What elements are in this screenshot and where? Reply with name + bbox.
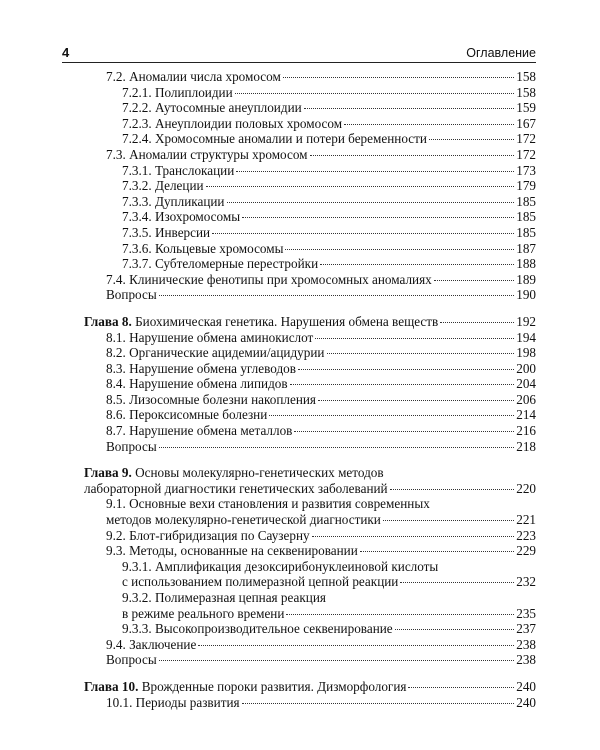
page-ref: 188: [516, 256, 536, 272]
page-ref: 189: [516, 271, 536, 287]
chapter-heading[interactable]: [62, 465, 536, 481]
page-ref: 238: [516, 652, 536, 668]
table-of-contents: [62, 69, 536, 710]
page-ref: 173: [516, 162, 536, 178]
leader-dots: [242, 217, 514, 218]
page-ref: 185: [516, 209, 536, 225]
toc-entry[interactable]: 7.3.1. Транслокации 173: [122, 162, 536, 178]
leader-dots: [400, 582, 514, 583]
toc-entry[interactable]: 9.3.2. Полимеразная цепная реакция: [122, 590, 326, 605]
page-ref: 221: [516, 512, 536, 528]
toc-entry[interactable]: Вопросы 190: [106, 287, 536, 303]
page-ref: 240: [516, 694, 536, 710]
chapter-label: Глава 8.: [84, 313, 132, 329]
toc-entry[interactable]: 7.3. Аномалии структуры хромосом 172: [106, 146, 536, 162]
leader-dots: [310, 155, 515, 156]
leader-dots: [285, 249, 514, 250]
leader-dots: [440, 322, 514, 323]
leader-dots: [227, 202, 515, 203]
toc-entry[interactable]: 7.3.5. Инверсии 185: [122, 224, 536, 240]
toc-entry[interactable]: 8.6. Пероксисомные болезни 214: [106, 407, 536, 423]
leader-dots: [318, 400, 514, 401]
page-ref: 159: [516, 100, 536, 116]
page-ref: 237: [516, 621, 536, 637]
chapter-heading[interactable]: [62, 679, 536, 695]
leader-dots: [206, 186, 515, 187]
toc-entry[interactable]: 9.3. Методы, основанные на секвенировании 229: [106, 543, 536, 559]
toc-entry-continued[interactable]: методов молекулярно-генетической диагностики 221: [106, 512, 536, 528]
page-header: [62, 42, 536, 60]
toc-entry[interactable]: 7.2.1. Полиплоидии 158: [122, 84, 536, 100]
toc-entry[interactable]: 8.5. Лизосомные болезни накопления 206: [106, 391, 536, 407]
leader-dots: [198, 645, 514, 646]
toc-entry[interactable]: 8.4. Нарушение обмена липидов 204: [106, 376, 536, 392]
page-ref: 206: [516, 391, 536, 407]
toc-entry[interactable]: 7.3.2. Делеции 179: [122, 178, 536, 194]
toc-entry[interactable]: 7.4. Клинические фенотипы при хромосомных аномалиях 189: [106, 271, 536, 287]
leader-dots: [395, 629, 515, 630]
leader-dots: [159, 660, 515, 661]
page-ref: 235: [516, 605, 536, 621]
leader-dots: [286, 614, 514, 615]
leader-dots: [320, 264, 514, 265]
leader-dots: [235, 93, 515, 94]
page-ref: 220: [516, 480, 536, 496]
page-ref: 218: [516, 438, 536, 454]
page-ref: 216: [516, 423, 536, 439]
chapter-title: Биохимическая генетика. Нарушения обмена веществ: [135, 313, 439, 329]
toc-entry[interactable]: 8.1. Нарушение обмена аминокислот 194: [106, 329, 536, 345]
leader-dots: [242, 703, 515, 704]
page-ref: 185: [516, 224, 536, 240]
page-ref: 198: [516, 345, 536, 361]
chapter-title: Врожденные пороки развития. Дизморфология: [141, 678, 407, 694]
page-number: 4: [62, 45, 70, 60]
leader-dots: [304, 108, 515, 109]
leader-dots: [390, 489, 515, 490]
page-ref: 229: [516, 543, 536, 559]
toc-entry[interactable]: 7.2. Аномалии числа хромосом 158: [106, 69, 536, 84]
chapter-title: Основы молекулярно-генетических методов: [135, 465, 384, 481]
toc-entry[interactable]: 9.2. Блот-гибридизация по Саузерну 223: [106, 527, 536, 543]
leader-dots: [408, 687, 514, 688]
leader-dots: [434, 280, 514, 281]
leader-dots: [298, 369, 514, 370]
toc-entry[interactable]: 8.3. Нарушение обмена углеводов 200: [106, 360, 536, 376]
page-ref: 185: [516, 193, 536, 209]
toc-entry[interactable]: Вопросы 238: [106, 652, 536, 668]
chapter-label: Глава 10.: [84, 678, 139, 694]
toc-entry[interactable]: 8.7. Нарушение обмена металлов 216: [106, 423, 536, 439]
chapter-heading-continued[interactable]: лабораторной диагностики генетических заболеваний 220: [84, 480, 536, 496]
toc-entry[interactable]: 7.2.2. Аутосомные анеуплоидии 159: [122, 100, 536, 116]
page-ref: 192: [516, 313, 536, 329]
page-ref: 187: [516, 240, 536, 256]
page-ref: 158: [516, 84, 536, 100]
page-ref: 232: [516, 574, 536, 590]
page-ref: 240: [516, 678, 536, 694]
chapter-label: Глава 9.: [84, 465, 132, 481]
leader-dots: [283, 77, 514, 78]
page-ref: 214: [516, 407, 536, 423]
leader-dots: [312, 536, 515, 537]
toc-entry[interactable]: 7.2.4. Хромосомные аномалии и потери беременности 172: [122, 131, 536, 147]
running-title: Оглавление: [466, 46, 536, 60]
toc-entry[interactable]: 7.3.3. Дупликации 185: [122, 193, 536, 209]
leader-dots: [159, 447, 515, 448]
toc-entry[interactable]: 9.3.3. Высокопроизводительное секвенирование 237: [122, 621, 536, 637]
header-rule: [62, 62, 536, 63]
page-ref: 194: [516, 329, 536, 345]
toc-entry[interactable]: 7.2.3. Анеуплоидии половых хромосом 167: [122, 115, 536, 131]
leader-dots: [294, 431, 514, 432]
leader-dots: [344, 124, 514, 125]
leader-dots: [429, 139, 514, 140]
toc-entry[interactable]: 7.3.4. Изохромосомы 185: [122, 209, 536, 225]
toc-entry[interactable]: Вопросы 218: [106, 438, 536, 454]
leader-dots: [236, 171, 514, 172]
page-ref: 204: [516, 376, 536, 392]
page-ref: 172: [516, 146, 536, 162]
leader-dots: [383, 520, 514, 521]
toc-entry[interactable]: 9.4. Заключение 238: [106, 636, 536, 652]
page-ref: 179: [516, 178, 536, 194]
leader-dots: [360, 551, 514, 552]
page-ref: 200: [516, 360, 536, 376]
leader-dots: [290, 384, 515, 385]
chapter-heading[interactable]: [62, 314, 536, 330]
page-ref: 172: [516, 131, 536, 147]
leader-dots: [212, 233, 514, 234]
page-ref: 158: [516, 69, 536, 84]
toc-entry-continued[interactable]: с использованием полимеразной цепной реакции 232: [122, 574, 536, 590]
toc-entry[interactable]: 10.1. Периоды развития 240: [106, 694, 536, 710]
page-ref: 190: [516, 287, 536, 303]
leader-dots: [269, 415, 514, 416]
page-ref: 238: [516, 636, 536, 652]
page-ref: 223: [516, 527, 536, 543]
toc-entry[interactable]: 7.3.6. Кольцевые хромосомы 187: [122, 240, 536, 256]
leader-dots: [159, 295, 515, 296]
toc-entry-continued[interactable]: в режиме реального времени 235: [122, 605, 536, 621]
page-ref: 167: [516, 115, 536, 131]
toc-entry[interactable]: 7.3.7. Субтеломерные перестройки 188: [122, 256, 536, 272]
toc-entry[interactable]: 9.1. Основные вехи становления и развития современных: [106, 496, 430, 512]
leader-dots: [315, 338, 514, 339]
toc-entry[interactable]: 8.2. Органические ацидемии/ацидурии 198: [106, 345, 536, 361]
toc-entry[interactable]: 9.3.1. Амплификация дезоксирибонуклеиновой кислоты: [122, 558, 439, 574]
leader-dots: [327, 353, 515, 354]
